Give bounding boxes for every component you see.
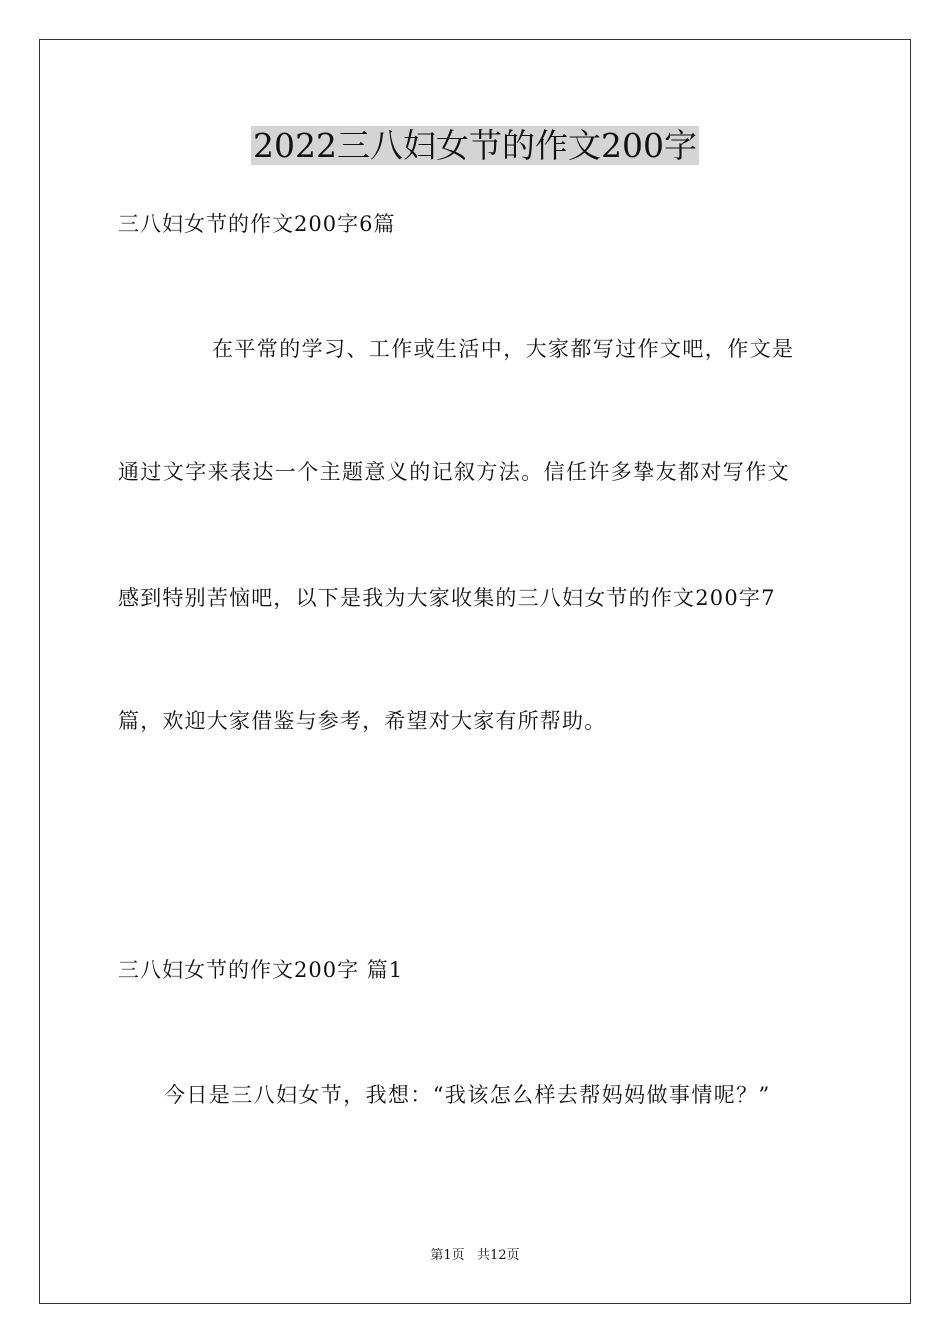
- intro-paragraph-line-1: 在平常的学习、工作或生活中，大家都写过作文吧，作文是: [212, 337, 795, 361]
- intro-paragraph-line-4: 篇，欢迎大家借鉴与参考，希望对大家有所帮助。: [118, 709, 607, 733]
- intro-paragraph-line-3: 感到特别苦恼吧，以下是我为大家收集的三八妇女节的作文200字7: [118, 586, 776, 610]
- page-footer: 第1页 共12页: [430, 1248, 520, 1263]
- document-title-text: 2022三八妇女节的作文200字: [253, 126, 697, 165]
- document-subtitle: 三八妇女节的作文200字6篇: [118, 212, 396, 236]
- section-heading: 三八妇女节的作文200字 篇1: [118, 958, 404, 982]
- document-title: [0, 124, 950, 168]
- intro-paragraph-line-2: 通过文字来表达一个主题意义的记叙方法。信任许多挚友都对写作文: [118, 460, 790, 484]
- section-paragraph-line-1: 今日是三八妇女节，我想：“我该怎么样去帮妈妈做事情呢？”: [164, 1083, 771, 1107]
